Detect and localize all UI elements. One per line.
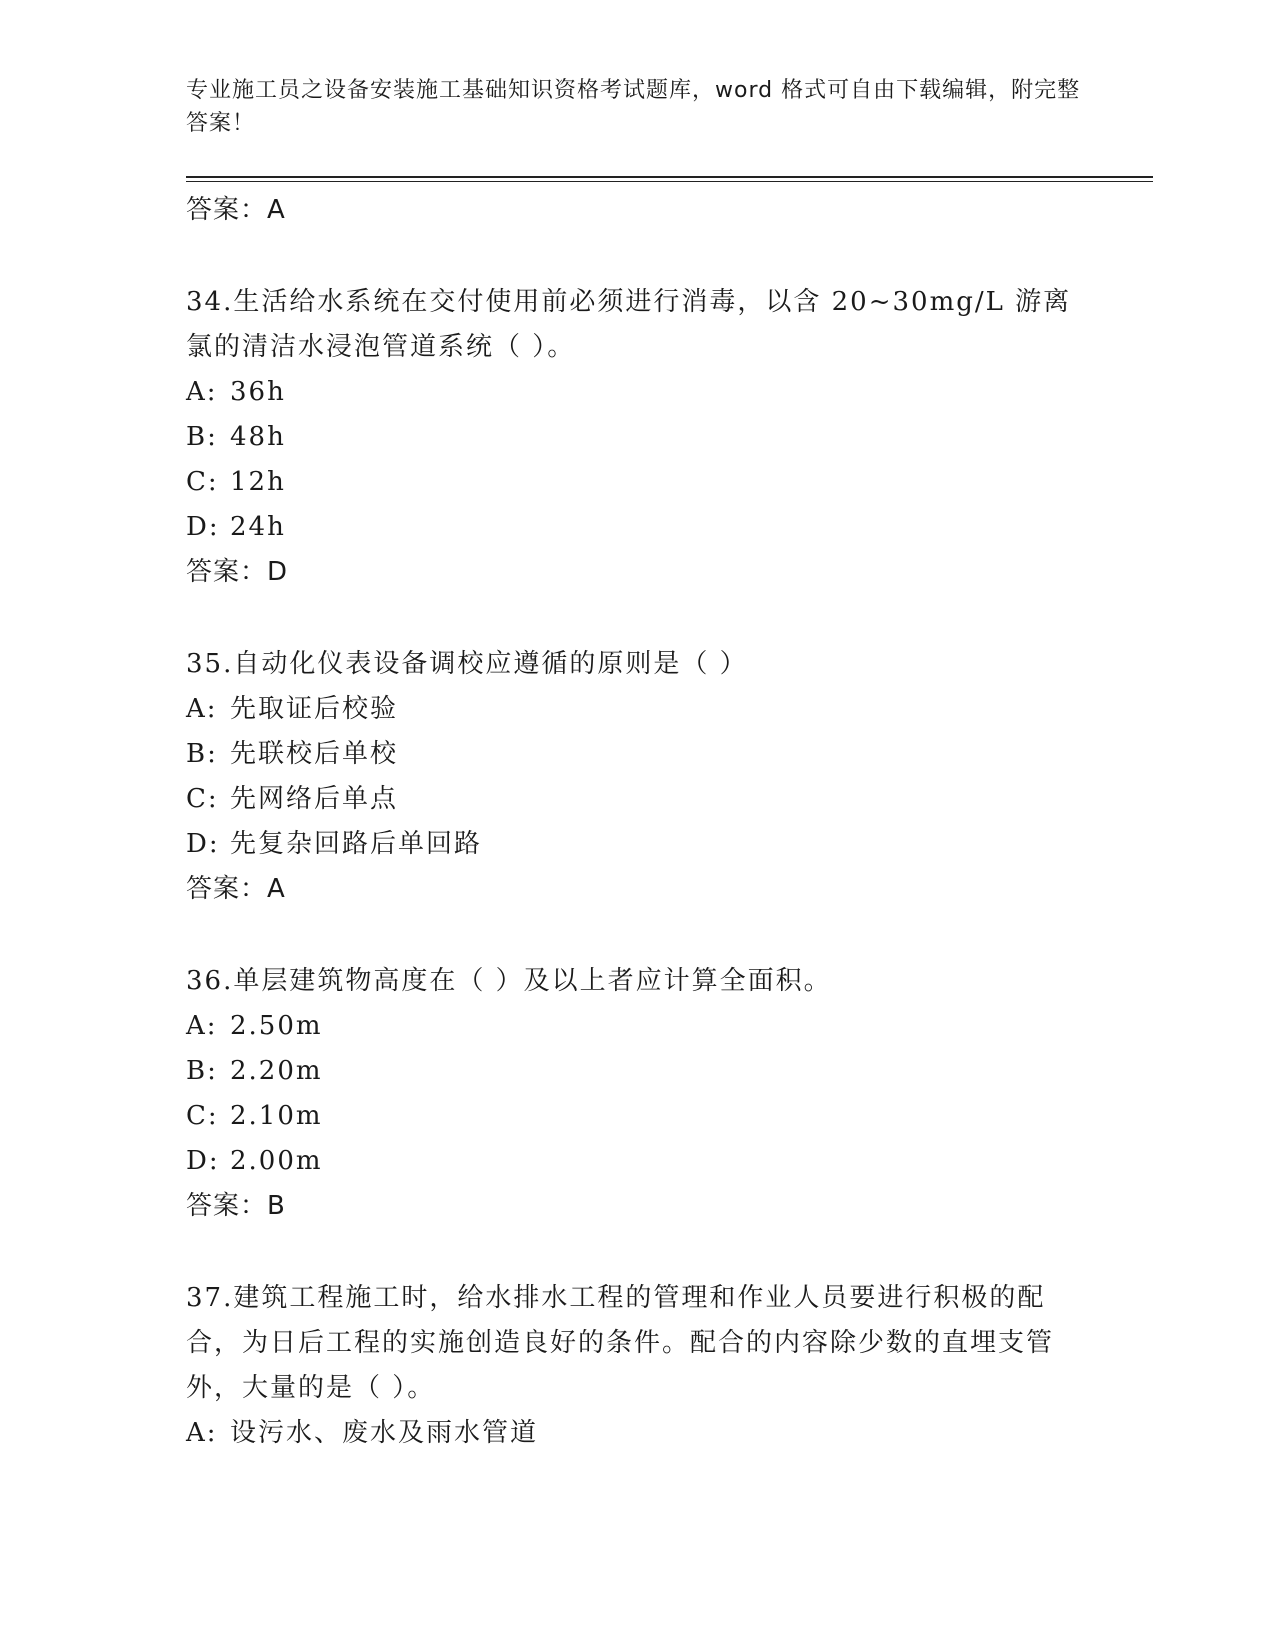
option-letter: A: [186, 1418, 218, 1448]
option-letter: C: [186, 467, 219, 497]
answer-line: 答案：A [186, 874, 286, 904]
option-letter: D: [186, 1146, 220, 1176]
option-d [186, 1139, 1086, 1184]
option-text: 2.10m [230, 1101, 323, 1131]
option-text: 2.00m [230, 1146, 323, 1176]
option-letter: A: [186, 694, 218, 724]
question-stem: 36.单层建筑物高度在（ ）及以上者应计算全面积。 [186, 966, 832, 996]
option-letter: A: [186, 377, 218, 407]
question-37 [186, 1276, 1086, 1456]
option-letter: C: [186, 784, 219, 814]
option-letter: D: [186, 512, 220, 542]
option-c [186, 777, 1086, 822]
option-c [186, 460, 1086, 505]
option-b [186, 732, 1086, 777]
page-header [186, 74, 1086, 140]
option-letter: D: [186, 829, 220, 859]
question-35 [186, 642, 1086, 912]
option-text: 12h [230, 467, 286, 497]
option-text: 24h [230, 512, 286, 542]
option-d [186, 822, 1086, 867]
option-b [186, 1049, 1086, 1094]
option-c [186, 1094, 1086, 1139]
option-text: 36h [230, 377, 286, 407]
option-a [186, 687, 1086, 732]
option-letter: A: [186, 1011, 218, 1041]
document-body [186, 188, 1086, 1456]
question-34 [186, 280, 1086, 595]
answer-line: 答案：B [186, 1191, 286, 1221]
question-stem: 35.自动化仪表设备调校应遵循的原则是（ ） [186, 649, 748, 679]
header-divider [186, 176, 1153, 178]
option-letter: C: [186, 1101, 219, 1131]
option-a [186, 370, 1086, 415]
option-text: 先网络后单点 [230, 784, 399, 814]
option-text: 先联校后单校 [230, 739, 399, 769]
option-text: 设污水、废水及雨水管道 [230, 1418, 539, 1448]
option-b [186, 415, 1086, 460]
option-a [186, 1411, 1086, 1456]
option-text: 先复杂回路后单回路 [230, 829, 483, 859]
option-text: 先取证后校验 [230, 694, 399, 724]
option-text: 48h [230, 422, 286, 452]
previous-answer: 答案：A [186, 195, 286, 225]
option-letter: B: [186, 1056, 218, 1086]
option-text: 2.20m [230, 1056, 323, 1086]
header-divider-thin [186, 181, 1153, 182]
option-d [186, 505, 1086, 550]
question-36 [186, 959, 1086, 1229]
option-a [186, 1004, 1086, 1049]
option-letter: B: [186, 422, 218, 452]
header-text: 专业施工员之设备安装施工基础知识资格考试题库，word 格式可自由下载编辑，附完整答案！ [186, 78, 1081, 136]
question-stem: 34.生活给水系统在交付使用前必须进行消毒，以含 20~30mg/L 游离氯的清洁水浸泡管道系统（ ）。 [186, 287, 1072, 362]
answer-line: 答案：D [186, 557, 289, 587]
option-letter: B: [186, 739, 218, 769]
option-text: 2.50m [230, 1011, 323, 1041]
question-stem: 37.建筑工程施工时，给水排水工程的管理和作业人员要进行积极的配合，为日后工程的实施创造良好的条件。配合的内容除少数的直埋支管外，大量的是（ ）。 [186, 1283, 1055, 1403]
